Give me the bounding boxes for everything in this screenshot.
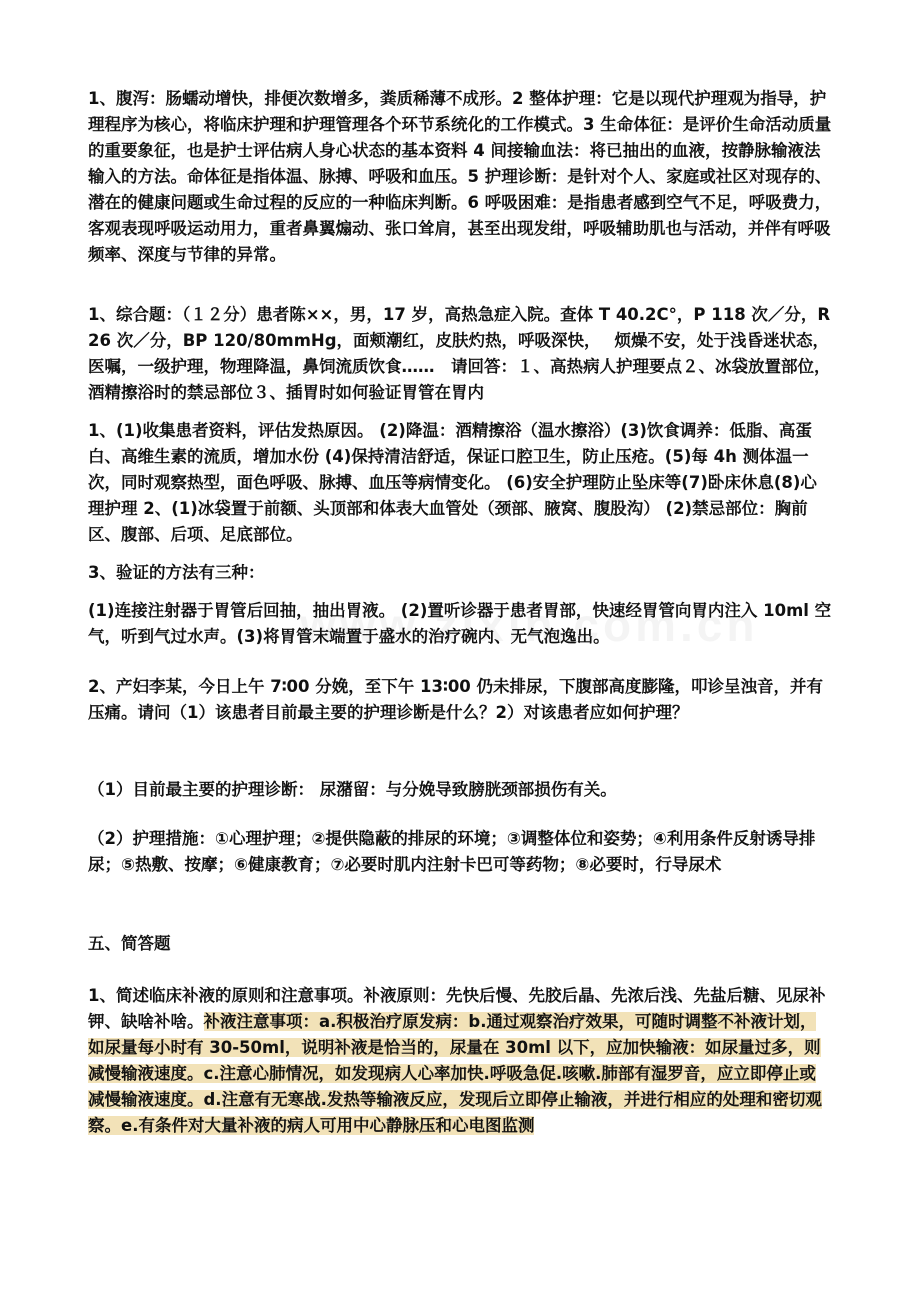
paragraph-nursing-measures: （2）护理措施：①心理护理；②提供隐蔽的排尿的环境；③调整体位和姿势；④利用条件反射诱导排尿；⑤热敷、按摩；⑥健康教育；⑦必要时肌内注射卡巴可等药物；⑧必要时，行导尿术: [88, 829, 816, 874]
fluid-principles-text: 1、简述临床补液的原则和注意事项。补液原则：先快后慢、先胶后晶、先浓后浅、先盐后糖、见尿补钾、缺啥补啥。: [88, 986, 826, 1031]
paragraph-fluid-therapy: [88, 983, 832, 1139]
paragraph-verify-heading: 3、验证的方法有三种：: [88, 563, 265, 582]
section-heading-short-answer: 五、简答题: [88, 934, 171, 953]
paragraph-definitions: 1、腹泻：肠蠕动增快，排便次数增多，粪质稀薄不成形。2 整体护理：它是以现代护理观为指导，护理程序为核心，将临床护理和护理管理各个环节系统化的工作模式。3 生命体征：是评价生命活动质量的重要象征，也是护士评估病人身心状态的基本资料 4 间接输血法：将已抽出的血液，按静脉输液法输入的方法。命体征是指体温、脉搏、呼吸和血压。5 护理诊断：是针对个人、家庭或社区对现存的、潜在的健康问题或生命过程的反应的一种临床判断。6 呼吸困难：是指患者感到空气不足，呼吸费力，客观表现呼吸运动用力，重者鼻翼煽动、张口耸肩，甚至出现发绀，呼吸辅助肌也与活动，并伴有呼吸频率、深度与节律的异常。: [88, 89, 832, 264]
paragraph-postpartum-question: 2、产妇李某，今日上午 7∶00 分娩，至下午 13∶00 仍未排尿，下腹部高度膨隆，叩诊呈浊音，并有压痛。请问（1）该患者目前最主要的护理诊断是什么？2）对该患者应如何护理？: [88, 677, 824, 722]
paragraph-case-question: 1、综合题：（１２分）患者陈××，男，17 岁，高热急症入院。查体 T 40.2C°，P 118 次／分，R 26 次／分，BP 120/80mmHg，面颊潮红，皮肤灼热，呼吸深快， 烦燥不安，处于浅昏迷状态，医嘱，一级护理，物理降温，鼻饲流质饮食…… 请回答：１、高热病人护理要点２、冰袋放置部位，酒精擦浴时的禁忌部位３、插胃时如何验证胃管在胃内: [88, 305, 831, 402]
paragraph-verify-methods: (1)连接注射器于胃管后回抽，抽出胃液。 (2)置听诊器于患者胃部，快速经胃管向胃内注入 10ml 空气，听到气过水声。(3)将胃管末端置于盛水的治疗碗内、无气泡逸出。: [88, 601, 832, 646]
paragraph-nursing-diagnosis: （1）目前最主要的护理诊断： 尿潴留：与分娩导致膀胱颈部损伤有关。: [88, 780, 617, 799]
highlighted-precautions-text: 补液注意事项：a.积极治疗原发病：b.通过观察治疗效果，可随时调整不补液计划，如尿量每小时有 30-50ml，说明补液是恰当的，尿量在 30ml 以下，应加快输液：如尿量过多，则减慢输液速度。c.注意心肺情况，如发现病人心率加快.呼吸急促.咳嗽.肺部有湿罗音，应立即停止或减慢输液速度。d.注意有无寒战.发热等输液反应，发现后立即停止输液，并进行相应的处理和密切观察。e.有条件对大量补液的病人可用中心静脉压和心电图监测: [88, 1012, 822, 1135]
paragraph-case-answer: 1、(1)收集患者资料，评估发热原因。 (2)降温：酒精擦浴（温水擦浴）(3)饮食调养：低脂、高蛋白、高维生素的流质，增加水份 (4)保持清洁舒适，保证口腔卫生，防止压疮。(5)每 4h 测体温一次，同时观察热型，面色呼吸、脉搏、血压等病情变化。 (6)安全护理防止坠床等(7)卧床休息(8)心理护理 2、(1)冰袋置于前额、头顶部和体表大血管处（颈部、腋窝、腹股沟） (2)禁忌部位：胸前区、腹部、后项、足底部位。: [88, 421, 817, 544]
